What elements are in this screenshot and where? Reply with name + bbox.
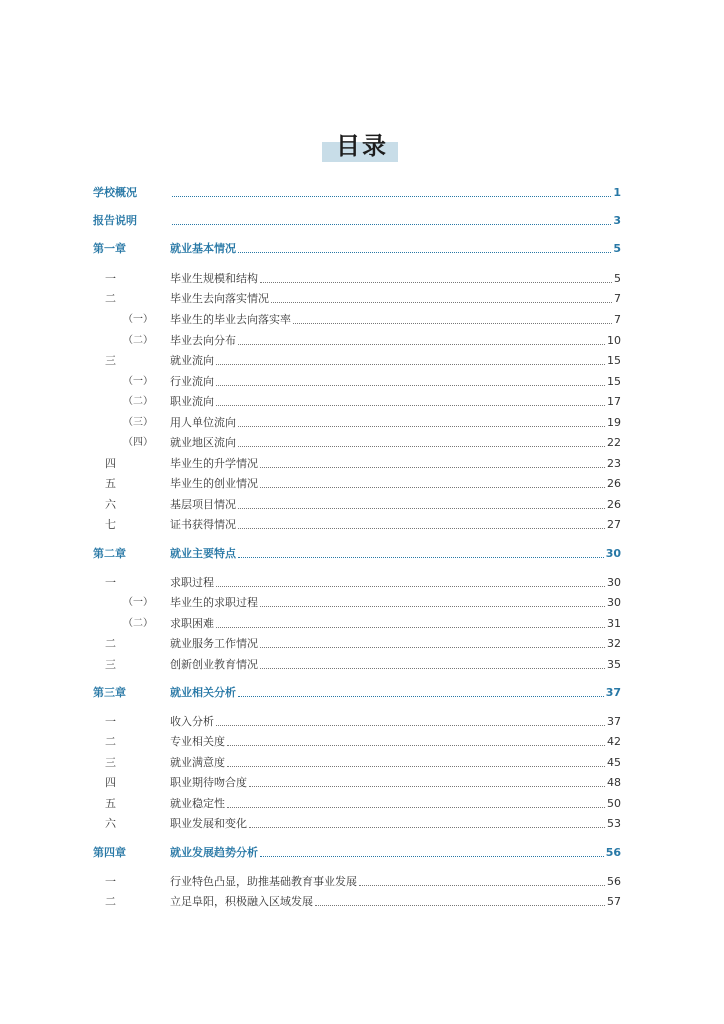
toc-entry-number: 三: [105, 756, 116, 769]
toc-subsection-entry[interactable]: [93, 412, 621, 430]
toc-page-number: 56: [607, 875, 621, 888]
dot-leader: [227, 745, 605, 746]
toc-entry-title: 基层项目情况: [170, 498, 236, 511]
dot-leader: [260, 282, 612, 283]
dot-leader: [238, 446, 605, 447]
toc-entry-number: 一: [105, 576, 116, 589]
toc-section-entry[interactable]: [93, 654, 621, 672]
toc-page-number: 15: [607, 375, 621, 388]
toc-page-number: 30: [607, 576, 621, 589]
toc-entry-title: 就业满意度: [170, 756, 225, 769]
toc-page-number: 5: [614, 272, 621, 285]
toc-entry-number: 六: [105, 817, 116, 830]
toc-entry-number: （二）: [123, 618, 153, 629]
toc-entry-title: 创新创业教育情况: [170, 658, 258, 671]
toc-page-number: 3: [613, 214, 621, 227]
toc-page-number: 48: [607, 776, 621, 789]
toc-section-entry[interactable]: [93, 871, 621, 889]
toc-subsection-entry[interactable]: [93, 371, 621, 389]
toc-entry-title: 毕业生的创业情况: [170, 477, 258, 490]
toc-page-number: 5: [613, 242, 621, 255]
toc-section-entry[interactable]: [93, 731, 621, 749]
toc-entry-title: 职业流向: [170, 395, 214, 408]
toc-entry-title: 专业相关度: [170, 735, 225, 748]
toc-chapter-entry[interactable]: [93, 210, 621, 228]
toc-page-number: 27: [607, 518, 621, 531]
toc-page-number: 10: [607, 334, 621, 347]
dot-leader: [216, 725, 605, 726]
toc-page-number: 7: [614, 292, 621, 305]
toc-subsection-entry[interactable]: [93, 309, 621, 327]
dot-leader: [271, 302, 612, 303]
toc-entry-title: 毕业去向分布: [170, 334, 236, 347]
toc-entry-number: 三: [105, 658, 116, 671]
toc-page-number: 50: [607, 797, 621, 810]
toc-chapter-entry[interactable]: [93, 182, 621, 200]
toc-page-number: 42: [607, 735, 621, 748]
dot-leader: [249, 827, 605, 828]
dot-leader: [260, 467, 605, 468]
dot-leader: [238, 696, 604, 697]
dot-leader: [260, 856, 604, 857]
toc-page-number: 37: [607, 715, 621, 728]
toc-entry-number: （四）: [123, 437, 153, 448]
toc-entry-number: 六: [105, 498, 116, 511]
toc-subsection-entry[interactable]: [93, 592, 621, 610]
page-title: 目录: [336, 131, 388, 160]
dot-leader: [238, 528, 605, 529]
toc-section-entry[interactable]: [93, 711, 621, 729]
toc-chapter-entry[interactable]: [93, 238, 621, 256]
toc-entry-title: 求职过程: [170, 576, 214, 589]
toc-entry-number: 二: [105, 735, 116, 748]
toc-entry-title: 职业发展和变化: [170, 817, 247, 830]
toc-page-number: 15: [607, 354, 621, 367]
toc-section-entry[interactable]: [93, 633, 621, 651]
toc-entry-number: 第一章: [93, 242, 126, 255]
toc-entry-number: （二）: [123, 396, 153, 407]
dot-leader: [238, 252, 611, 253]
toc-entry-number: 二: [105, 895, 116, 908]
dot-leader: [293, 323, 612, 324]
toc-entry-number: 四: [105, 457, 116, 470]
dot-leader: [227, 766, 605, 767]
dot-leader: [216, 364, 605, 365]
toc-section-entry[interactable]: [93, 350, 621, 368]
toc-entry-title: 就业发展趋势分析: [170, 846, 258, 859]
dot-leader: [216, 385, 605, 386]
toc-entry-number: 三: [105, 354, 116, 367]
toc-page-number: 35: [607, 658, 621, 671]
toc-entry-number: 五: [105, 797, 116, 810]
toc-section-entry[interactable]: [93, 268, 621, 286]
toc-entry-number: 一: [105, 272, 116, 285]
dot-leader: [359, 885, 605, 886]
toc-entry-number: （一）: [123, 376, 153, 387]
toc-entry-title: 证书获得情况: [170, 518, 236, 531]
toc-page-number: 23: [607, 457, 621, 470]
toc-entry-number: （二）: [123, 335, 153, 346]
toc-page-number: 45: [607, 756, 621, 769]
toc-entry-title: 就业稳定性: [170, 797, 225, 810]
dot-leader: [216, 405, 605, 406]
toc-page-number: 30: [605, 547, 621, 560]
toc-entry-number: 五: [105, 477, 116, 490]
toc-section-entry[interactable]: [93, 891, 621, 909]
dot-leader: [172, 196, 611, 197]
toc-entry-number: （一）: [123, 314, 153, 325]
toc-page-number: 26: [607, 477, 621, 490]
toc-entry-title: 行业特色凸显，助推基础教育事业发展: [170, 875, 357, 888]
toc-entry-title: 用人单位流向: [170, 416, 236, 429]
toc-page-number: 17: [607, 395, 621, 408]
toc-entry-title: 行业流向: [170, 375, 214, 388]
toc-section-entry[interactable]: [93, 772, 621, 790]
toc-entry-title: 毕业生的求职过程: [170, 596, 258, 609]
toc-entry-title: 职业期待吻合度: [170, 776, 247, 789]
toc-page-number: 22: [607, 436, 621, 449]
toc-entry-number: 四: [105, 776, 116, 789]
dot-leader: [260, 668, 605, 669]
dot-leader: [216, 627, 605, 628]
toc-page-number: 19: [607, 416, 621, 429]
toc-subsection-entry[interactable]: [93, 330, 621, 348]
toc-section-entry[interactable]: [93, 752, 621, 770]
toc-entry-title: 毕业生的升学情况: [170, 457, 258, 470]
toc-entry-number: （一）: [123, 597, 153, 608]
toc-page-number: 26: [607, 498, 621, 511]
toc-entry-title: 毕业生去向落实情况: [170, 292, 269, 305]
dot-leader: [260, 606, 605, 607]
dot-leader: [238, 557, 604, 558]
toc-subsection-entry[interactable]: [93, 432, 621, 450]
toc-section-entry[interactable]: [93, 572, 621, 590]
toc-entry-number: 第二章: [93, 547, 126, 560]
toc-entry-number: 第三章: [93, 686, 126, 699]
dot-leader: [238, 508, 605, 509]
toc-section-entry[interactable]: [93, 494, 621, 512]
toc-page-number: 57: [607, 895, 621, 908]
toc-page-number: 56: [605, 846, 621, 859]
toc-page-number: 32: [607, 637, 621, 650]
toc-entry-number: 二: [105, 637, 116, 650]
toc-entry-title: 毕业生规模和结构: [170, 272, 258, 285]
toc-entry-number: 一: [105, 875, 116, 888]
dot-leader: [227, 807, 605, 808]
toc-entry-title: 就业基本情况: [170, 242, 236, 255]
dot-leader: [260, 487, 605, 488]
toc-section-entry[interactable]: [93, 473, 621, 491]
toc-entry-number: 二: [105, 292, 116, 305]
toc-page-number: 53: [607, 817, 621, 830]
toc-chapter-entry[interactable]: [93, 682, 621, 700]
toc-entry-number: 一: [105, 715, 116, 728]
toc-page-number: 31: [607, 617, 621, 630]
toc-entry-title: 收入分析: [170, 715, 214, 728]
toc-entry-number: 报告说明: [93, 214, 137, 227]
toc-entry-number: 第四章: [93, 846, 126, 859]
dot-leader: [315, 905, 605, 906]
dot-leader: [216, 586, 605, 587]
dot-leader: [238, 344, 605, 345]
dot-leader: [260, 647, 605, 648]
dot-leader: [249, 786, 605, 787]
toc-page-number: 37: [605, 686, 621, 699]
toc-subsection-entry[interactable]: [93, 391, 621, 409]
toc-section-entry[interactable]: [93, 288, 621, 306]
toc-entry-number: 七: [105, 518, 116, 531]
dot-leader: [172, 224, 611, 225]
toc-entry-title: 就业地区流向: [170, 436, 236, 449]
toc-entry-title: 立足阜阳，积极融入区域发展: [170, 895, 313, 908]
toc-section-entry[interactable]: [93, 453, 621, 471]
toc-entry-title: 毕业生的毕业去向落实率: [170, 313, 291, 326]
toc-entry-title: 就业相关分析: [170, 686, 236, 699]
toc-section-entry[interactable]: [93, 514, 621, 532]
toc-entry-title: 就业主要特点: [170, 547, 236, 560]
toc-section-entry[interactable]: [93, 813, 621, 831]
toc-entry-title: 就业服务工作情况: [170, 637, 258, 650]
dot-leader: [238, 426, 605, 427]
toc-section-entry[interactable]: [93, 793, 621, 811]
toc-entry-title: 求职困难: [170, 617, 214, 630]
toc-entry-number: （三）: [123, 417, 153, 428]
toc-chapter-entry[interactable]: [93, 543, 621, 561]
toc-chapter-entry[interactable]: [93, 842, 621, 860]
toc-entry-number: 学校概况: [93, 186, 137, 199]
toc-subsection-entry[interactable]: [93, 613, 621, 631]
toc-entry-title: 就业流向: [170, 354, 214, 367]
toc-page-number: 7: [614, 313, 621, 326]
toc-page-number: 30: [607, 596, 621, 609]
toc-title-block: [0, 130, 724, 170]
toc-page-number: 1: [613, 186, 621, 199]
